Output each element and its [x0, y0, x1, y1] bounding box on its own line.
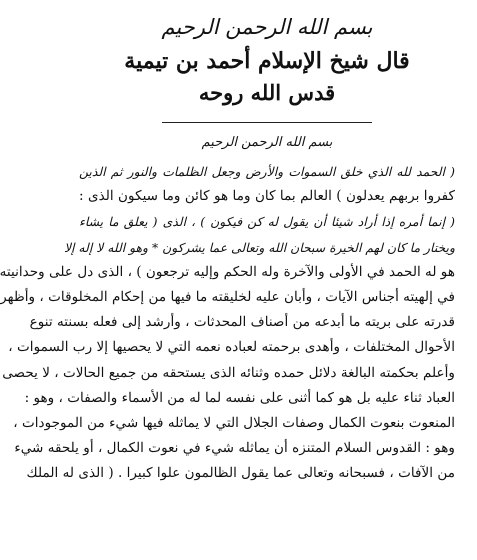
- page-title: قال شيخ الإسلام أحمد بن تيمية: [124, 48, 410, 74]
- header-basmala: بسم الله الرحمن الرحيم: [161, 15, 373, 39]
- title-divider: [162, 122, 372, 123]
- text-line-10: العباد ثناء عليه بل هو كما أثنى على نفسه لما له من الأسماء والصفات ، وهو :: [24, 389, 455, 406]
- text-line-2: كفروا بربهم يعدلون ) العالم بما كان وما هو كائن وما سيكون الذى :: [79, 188, 455, 205]
- text-line-5: هو له الحمد في الأولى والآخرة وله الحكم وإليه ترجعون ) ، الذى دل على وحدانيته: [0, 263, 455, 280]
- text-line-12: وهو : القدوس السلام المتنزه أن يماثله شيء في نعوت الكمال ، أو يلحقه شيء: [14, 440, 455, 457]
- text-line-4: ويختار ما كان لهم الخيرة سبحان الله وتعالى عما يشركون * وهو الله لا إله إلا: [63, 239, 455, 255]
- body-basmala: بسم الله الرحمن الرحيم: [201, 135, 333, 150]
- body-text: [0, 159, 455, 487]
- text-line-1: ( الحمد لله الذي خلق السموات والأرض وجعل الظلمات والنور ثم الذين: [79, 164, 455, 179]
- text-line-13: من الآفات ، فسبحانه وتعالى عما يقول الظالمون علوا كبيرا . ( الذى له الملك: [26, 465, 455, 482]
- page-subtitle: قدس الله روحه: [198, 80, 336, 105]
- text-line-11: المنعوت بنعوت الكمال وصفات الجلال التي لا يماثله فيها شيء من الموجودات ،: [13, 415, 455, 432]
- text-line-9: وأعلم بحكمته البالغة دلائل حمده وثنائه الذى يستحقه من جميع الحالات ، لا يحصى: [2, 364, 455, 381]
- text-line-8: الأحوال المختلفات ، وأهدى برحمته لعباده نعمه التي لا يحصيها إلا رب السموات ،: [8, 339, 455, 356]
- text-line-7: قدرته على بريته ما أبدعه من أصناف المحدثات ، وأرشد إلى فعله بسنته تنوع: [29, 314, 455, 331]
- text-line-6: في إلهيته أجناس الآيات ، وأبان عليه لخليقته ما فيها من إحكام المخلوقات ، وأظهر: [0, 289, 455, 306]
- text-line-3: ( إنما أمره إذا أراد شيئا أن يقول له كن فيكون ) ، الذى ( يعلق ما يشاء: [79, 214, 455, 230]
